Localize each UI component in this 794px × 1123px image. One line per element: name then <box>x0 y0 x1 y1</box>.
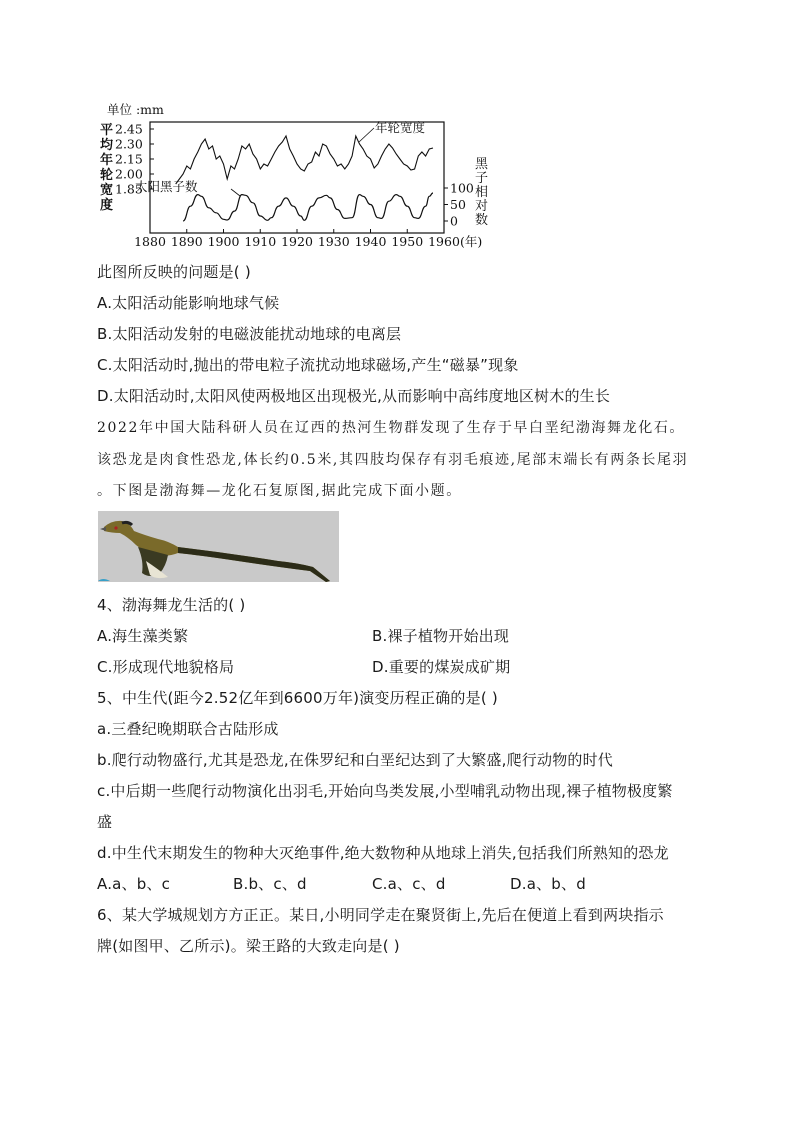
svg-text:黑: 黑 <box>475 157 489 172</box>
question-5-option-a: A.a、b、c <box>97 875 171 893</box>
plot-frame <box>150 122 444 233</box>
svg-text:度: 度 <box>100 198 114 213</box>
svg-text:2.45: 2.45 <box>115 121 143 137</box>
tree-ring-annotation: 年轮宽度 <box>375 120 426 135</box>
passage-line-3: 。下图是渤海舞—龙化石复原图,据此完成下面小题。 <box>97 483 462 499</box>
passage-line-2: 该恐龙是肉食性恐龙,体长约0.5米,其四肢均保存有羽毛痕迹,尾部末端长有两条长尾羽 <box>97 452 689 468</box>
passage-line-1: 2022年中国大陆科研人员在辽西的热河生物群发现了生存于早白垩纪渤海舞龙化石。 <box>97 420 686 436</box>
svg-text:平: 平 <box>100 123 114 138</box>
svg-text:1900: 1900 <box>207 234 240 249</box>
left-axis-label <box>100 122 114 213</box>
svg-text:1880: 1880 <box>134 234 166 249</box>
svg-text:均: 均 <box>100 138 114 153</box>
question-4-option-b: B.裸子植物开始出现 <box>372 627 510 645</box>
svg-text:子: 子 <box>475 171 489 186</box>
unit-label: 单位 :mm <box>107 102 164 117</box>
tree-ring-series-line <box>176 136 433 184</box>
svg-text:年: 年 <box>100 153 114 168</box>
svg-text:1950: 1950 <box>391 234 424 249</box>
question-3-option-a: A.太阳活动能影响地球气候 <box>97 294 280 312</box>
question-5-item-c: c.中后期一些爬行动物演化出羽毛,开始向鸟类发展,小型哺乳动物出现,裸子植物极度繁 <box>97 782 673 800</box>
question-3-option-d: D.太阳活动时,太阳风使两极地区出现极光,从而影响中高纬度地区树木的生长 <box>97 387 611 405</box>
question-4-option-c: C.形成现代地貌格局 <box>97 658 235 676</box>
tree-ring-annotation-pointer <box>359 128 374 142</box>
question-5-item-c-cont: 盛 <box>97 813 113 831</box>
feathered-dinosaur-illustration <box>98 511 339 582</box>
question-5-item-b: b.爬行动物盛行,尤其是恐龙,在侏罗纪和白垩纪达到了大繁盛,爬行动物的时代 <box>97 751 613 769</box>
dinosaur-reconstruction-image <box>98 511 339 582</box>
right-axis-label <box>475 157 489 228</box>
svg-text:1.85: 1.85 <box>115 181 143 197</box>
question-4-option-a: A.海生藻类繁 <box>97 627 189 645</box>
solar-activity-tree-ring-chart <box>95 98 495 258</box>
svg-text:宽: 宽 <box>100 183 114 198</box>
question-3-option-b: B.太阳活动发射的电磁波能扰动地球的电离层 <box>97 325 402 343</box>
dinosaur-eye <box>114 526 117 529</box>
svg-text:数: 数 <box>475 213 489 228</box>
sunspot-series-line <box>183 193 433 221</box>
svg-text:1920: 1920 <box>281 234 313 249</box>
question-5-item-d: d.中生代末期发生的物种大灭绝事件,绝大数物种从地球上消失,包括我们所熟知的恐龙 <box>97 844 669 862</box>
svg-text:1890: 1890 <box>170 234 203 249</box>
svg-text:2.30: 2.30 <box>115 136 143 152</box>
question-3-stem: 此图所反映的问题是( ) <box>97 263 251 281</box>
right-axis-ticks <box>444 181 474 229</box>
question-5-stem: 5、中生代(距今2.52亿年到6600万年)演变历程正确的是( ) <box>97 689 498 707</box>
question-5-item-a: a.三叠纪晚期联合古陆形成 <box>97 720 279 738</box>
svg-text:1960: 1960 <box>428 234 460 249</box>
svg-text:2.00: 2.00 <box>115 166 143 182</box>
question-5-option-b: B.b、c、d <box>233 875 307 893</box>
question-6-line-2: 牌(如图甲、乙所示)。梁王路的大致走向是( ) <box>97 937 400 955</box>
line-chart <box>95 98 495 258</box>
question-3-option-c: C.太阳活动时,抛出的带电粒子流扰动地球磁场,产生“磁暴”现象 <box>97 356 519 374</box>
svg-text:100: 100 <box>450 180 474 196</box>
svg-text:0: 0 <box>450 213 458 229</box>
sunspot-annotation: 太阳黑子数 <box>135 179 198 194</box>
svg-text:(年): (年) <box>460 234 483 249</box>
svg-text:对: 对 <box>475 199 489 214</box>
svg-text:2.15: 2.15 <box>115 151 143 167</box>
question-6-line-1: 6、某大学城规划方方正正。某日,小明同学走在聚贤街上,先后在便道上看到两块指示 <box>97 906 664 924</box>
question-4-option-d: D.重要的煤炭成矿期 <box>372 658 511 676</box>
svg-text:1930: 1930 <box>317 234 350 249</box>
svg-text:1910: 1910 <box>244 234 277 249</box>
question-5-option-d: D.a、b、d <box>510 875 586 893</box>
sunspot-annotation-pointer <box>231 189 240 196</box>
svg-text:50: 50 <box>450 197 466 212</box>
question-5-option-c: C.a、c、d <box>372 875 446 893</box>
svg-text:轮: 轮 <box>100 168 114 183</box>
svg-text:相: 相 <box>475 185 489 200</box>
x-axis-ticks <box>134 229 482 249</box>
question-4-stem: 4、渤海舞龙生活的( ) <box>97 596 246 614</box>
svg-text:1940: 1940 <box>354 234 387 249</box>
